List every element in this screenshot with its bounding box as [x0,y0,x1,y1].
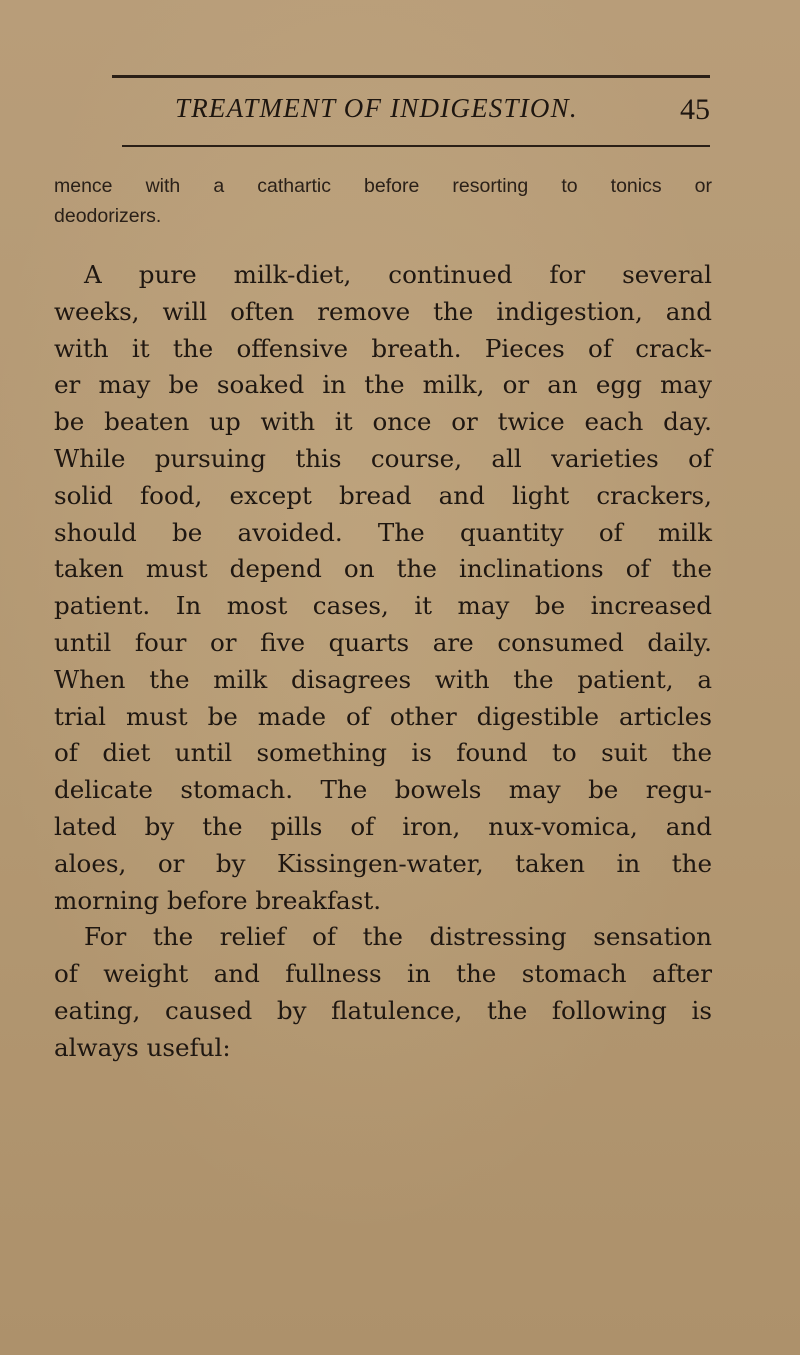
text-line: weeks, will often remove the indigestion, and [54,296,712,326]
text-line: lated by the pills of iron, nux-vomica, and [54,811,712,841]
text-line: deodorizers. [54,205,162,227]
body-text [54,257,712,1067]
text-line: of diet until something is found to suit the [54,738,712,768]
text-line: taken must depend on the inclinations of the [54,554,712,584]
text-line: patient. In most cases, it may be increased [54,591,712,621]
text-line: solid food, except bread and light crackers, [54,480,712,510]
text-line: should be avoided. The quantity of milk [54,517,712,547]
text-line: aloes, or by Kissingen-water, taken in the [54,848,712,878]
header-rule-bottom [122,145,710,147]
text-line: eating, caused by flatulence, the following is [54,995,712,1025]
text-line: mence with a cathartic before resorting to tonics or [54,175,712,197]
continuation-paragraph [54,171,712,231]
text-line: A pure milk-diet, continued for several [84,260,712,289]
text-line: When the milk disagrees with the patient, a [54,664,712,694]
header-rule-top [112,75,710,78]
running-title: TREATMENT OF INDIGESTION. [175,93,578,123]
running-head [175,93,710,133]
text-line: delicate stomach. The bowels may be regu- [54,775,712,805]
text-line: of weight and fullness in the stomach after [54,959,712,989]
text-line: morning before breakfast. [54,885,382,915]
page-number: 45 [680,93,710,126]
text-line: For the relief of the distressing sensation [84,922,712,952]
text-line: be beaten up with it once or twice each day. [54,407,712,437]
text-line: with it the offensive breath. Pieces of crack- [54,333,712,363]
text-line: until four or five quarts are consumed daily. [54,627,712,657]
text-line: trial must be made of other digestible articles [54,701,712,731]
text-line: er may be soaked in the milk, or an egg may [54,370,712,400]
text-line: While pursuing this course, all varieties of [54,443,712,473]
text-line: always useful: [54,1032,231,1062]
